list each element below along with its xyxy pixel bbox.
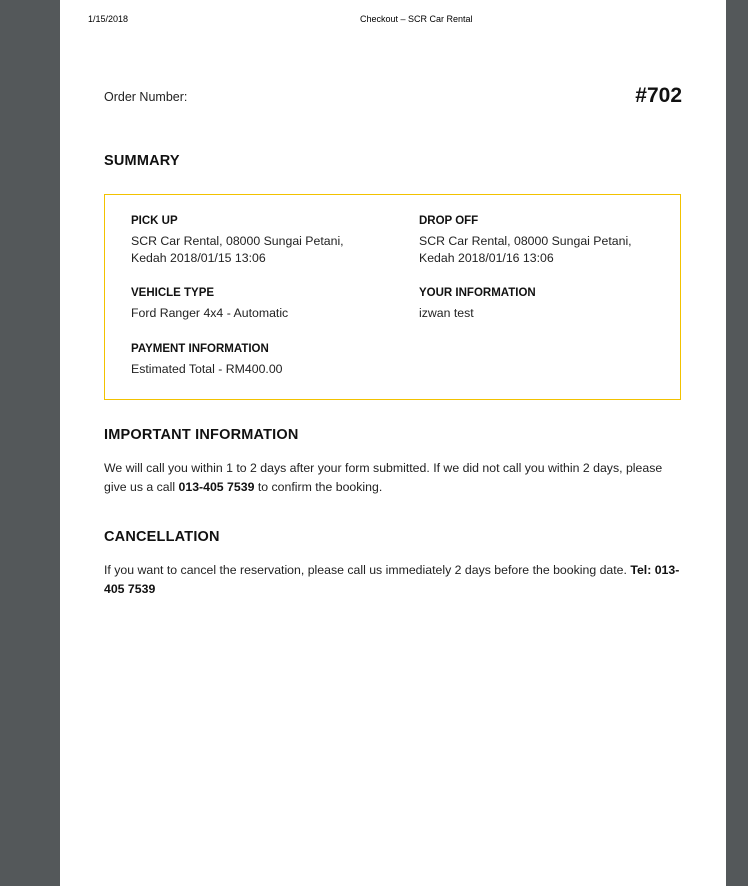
your-information-section [419,287,689,322]
print-page [60,0,726,886]
vehicle-value: Ford Ranger 4x4 - Automatic [131,306,289,320]
vehicle-section [131,287,401,322]
important-information-text [104,459,684,497]
dropoff-value-line1: SCR Car Rental, 08000 Sungai Petani, [419,234,632,248]
summary-box [104,194,681,400]
pickup-value-line2: Kedah 2018/01/15 13:06 [131,251,266,265]
print-page-title: Checkout – SCR Car Rental [360,14,473,24]
cancellation-heading: CANCELLATION [104,529,220,545]
payment-label: PAYMENT INFORMATION [131,343,269,355]
cancellation-tel: Tel: 013-405 7539 [104,563,680,596]
pickup-section [131,215,401,267]
important-information-heading: IMPORTANT INFORMATION [104,427,299,443]
important-text-after: to confirm the booking. [254,480,383,494]
order-number: #702 [635,84,682,107]
payment-value: Estimated Total - RM400.00 [131,362,283,376]
vehicle-label: VEHICLE TYPE [131,287,215,299]
pickup-label: PICK UP [131,215,178,227]
cancellation-text [104,561,684,599]
summary-heading: SUMMARY [104,153,180,169]
order-number-label: Order Number: [104,90,188,104]
your-information-label: YOUR INFORMATION [419,287,536,299]
important-text-before: We will call you within 1 to 2 days after your form submitted. If we did not call you within 2 days, please give us a call [104,461,663,494]
pickup-value-line1: SCR Car Rental, 08000 Sungai Petani, [131,234,344,248]
dropoff-value-line2: Kedah 2018/01/16 13:06 [419,251,554,265]
print-date: 1/15/2018 [88,14,129,24]
cancellation-text-body: If you want to cancel the reservation, please call us immediately 2 days before the booking date. [104,563,631,577]
payment-section [131,343,401,378]
dropoff-section [419,215,689,267]
your-information-value: izwan test [419,306,474,320]
dropoff-label: DROP OFF [419,215,479,227]
important-phone: 013-405 7539 [178,480,255,494]
